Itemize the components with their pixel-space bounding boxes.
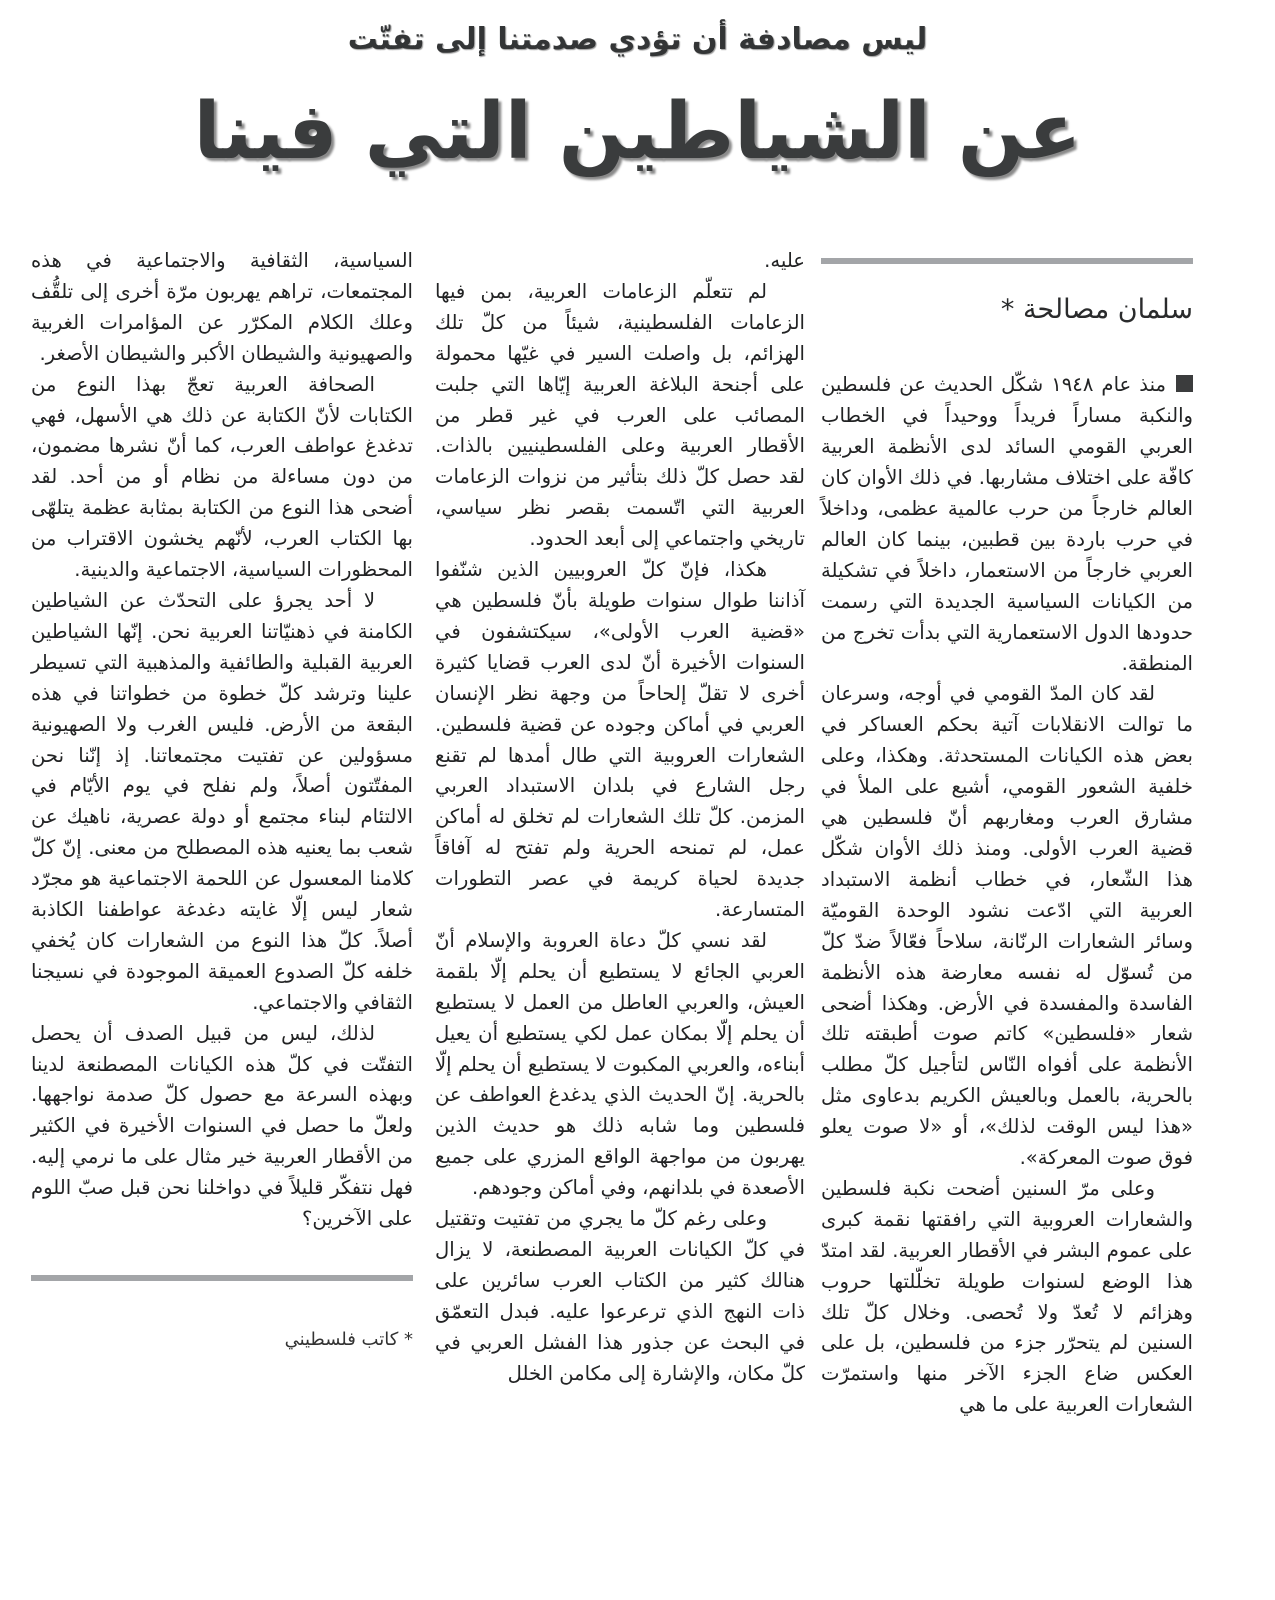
paragraph: هكذا، فإنّ كلّ العروبيين الذين شنّفوا آذاننا طوال سنوات طويلة بأنّ فلسطين هي «قضية العرب الأولى»، سيكتشفون في السنوات الأخيرة أنّ لدى العرب قضايا كثيرة أخرى لا تقلّ إلحاحاً من وجهة نظر الإنسان العربي في أماكن وجوده عن قضية فلسطين. الشعارات العروبية التي طال أمدها لم تقنع رجل الشارع في بلدان الاستبداد العربي المزمن. كلّ تلك الشعارات لم تخلق له أماكن عمل، لم تمنحه الحرية ولم تفتح له آفاقاً جديدة لحياة كريمة في عصر التطورات المتسارعة.: [435, 558, 805, 922]
paragraph: وعلى مرّ السنين أضحت نكبة فلسطين والشعارات العروبية التي رافقتها نقمة كبرى على عموم البشر في الأقطار العربية. لقد امتدّ هذا الوضع لسنوات طويلة تخلّلتها حروب وهزائم لا تُعدّ ولا تُحصى. وخلال كلّ تلك السنين لم يتحرّر جزء من فلسطين، بل على العكس ضاع الجزء الآخر منها واستمرّت الشعارات العربية على ما هي: [821, 1176, 1193, 1417]
paragraph: [821, 370, 1193, 679]
paragraph: عليه.: [764, 249, 805, 272]
article-headline: عن الشياطين التي فينا: [193, 87, 1082, 177]
author-footnote: * كاتب فلسطيني: [284, 1329, 413, 1350]
column-left: [31, 246, 413, 1356]
column-right: [821, 258, 1193, 1421]
paragraph: الصحافة العربية تعجّ بهذا النوع من الكتابات لأنّ الكتابة عن ذلك هي الأسهل، فهي تدغدغ عواطف العرب، كما أنّ نشرها مضمون، من دون مساءلة من نظام أو من أحد. لقد أضحى هذا النوع من الكتابة بمثابة عظمة يتلهّى بها الكتاب العرب، لأنّهم يخشون الاقتراب من المحظورات السياسية، الاجتماعية والدينية.: [31, 372, 413, 582]
paragraph: لقد نسي كلّ دعاة العروبة والإسلام أنّ العربي الجائع لا يستطيع أن يحلم إلّا بلقمة العيش، والعربي العاطل من العمل لا يستطيع أن يحلم إلّا بمكان عمل لكي يستطيع أن يعيل أبناءه، والعربي المكبوت لا يستطيع أن يحلم إلّا بالحرية. إنّ الحديث الذي يدغدغ العواطف عن فلسطين وما شابه ذلك هو حديث الذين يهربون من مواجهة الواقع المزري على جميع الأصعدة في بلدانهم، وفي أماكن وجودهم.: [435, 928, 805, 1200]
paragraph: لم تتعلّم الزعامات العربية، بمن فيها الزعامات الفلسطينية، شيئاً من كلّ تلك الهزائم، بل واصلت السير في غيّها محمولة على أجنحة البلاغة العربية إيّاها التي جلبت المصائب على العرب في غير قطر من الأقطار العربية وعلى الفلسطينيين بالذات. لقد حصل كلّ ذلك بتأثير من نزوات الزعامات العربية التي اتّسمت بقصر نظر سياسي، تاريخي واجتماعي إلى أبعد الحدود.: [435, 279, 805, 551]
paragraph: لا أحد يجرؤ على التحدّث عن الشياطين الكامنة في ذهنيّاتنا العربية نحن. إنّها الشياطين العربية القبلية والطائفية والمذهبية التي تسيطر علينا وترشد كلّ خطوة من خطواتنا في هذه البقعة من الأرض. فليس الغرب ولا الصهيونية مسؤولين عن تفتيت مجتمعاتنا. إذ إنّنا نحن المفتّتون أصلاً، ولم نفلح في يوم الأيّام في الالتئام لبناء مجتمع أو دولة عصرية، ناهيك عن شعب بما يعنيه هذه المصطلح من معنى. إنّ كلّ كلامنا المعسول عن اللحمة الاجتماعية هو مجرّد شعار ليس إلّا غايته دغدغة عواطفنا الكاذبة أصلاً. كلّ هذا النوع من الشعارات كان يُخفي خلفه كلّ الصدوع العميقة الموجودة في نسيجنا الثقافي والاجتماعي.: [31, 588, 413, 1014]
bottom-rule-divider: [31, 1275, 413, 1281]
column-middle: [435, 246, 805, 1390]
author-byline: سلمان مصالحة *: [1000, 294, 1193, 325]
bullet-square-icon: [1176, 375, 1193, 392]
paragraph: وعلى رغم كلّ ما يجري من تفتيت وتقتيل في كلّ الكيانات العربية المصطنعة، لا يزال هنالك كثير من الكتاب العرب سائرين على ذات النهج الذي ترعرعوا عليه. فبدل التعمّق في البحث عن جذور هذا الفشل العربي في كلّ مكان، والإشارة إلى مكامن الخلل: [435, 1207, 805, 1385]
article-kicker: ليس مصادفة أن تؤدي صدمتنا إلى تفتّت: [347, 22, 928, 57]
paragraph: لذلك، ليس من قبيل الصدف أن يحصل التفتّت في كلّ هذه الكيانات المصطنعة لدينا وبهذه السرعة مع حصول كلّ صدمة نواجهها. ولعلّ ما حصل في السنوات الأخيرة في الكثير من الأقطار العربية خير مثال على ما نرمي إليه. فهل نتفكّر قليلاً في دواخلنا نحن قبل صبّ اللوم على الآخرين؟: [31, 1021, 413, 1231]
paragraph: لقد كان المدّ القومي في أوجه، وسرعان ما توالت الانقلابات آتية بحكم العساكر في بعض هذه الكيانات المستحدثة. وهكذا، وعلى خلفية الشعور القومي، أشيع على الملأ في مشارق العرب ومغاربهم أنّ فلسطين هي قضية العرب الأولى. ومنذ ذلك الأوان شكّل هذا الشّعار، في خطاب أنظمة الاستبداد العربية التي ادّعت نشود الوحدة القوميّة وسائر الشعارات الرنّانة، سلاحاً فعّالاً ضدّ كلّ من تُسوّل له نفسه معارضة هذه الأنظمة الفاسدة والمفسدة في الأرض. وهكذا أضحى شعار «فلسطين» كاتم صوت أطبقته تلك الأنظمة على أفواه النّاس لتأجيل كلّ مطلب بالحرية، بالعمل وبالعيش الكريم بدعاوى مثل «هذا ليس الوقت لذلك»، أو «لا صوت يعلو فوق صوت المعركة».: [821, 682, 1193, 1170]
top-rule-divider: [821, 258, 1193, 264]
paragraph-text: منذ عام ١٩٤٨ شكّل الحديث عن فلسطين والنكبة مساراً فريداً ووحيداً في الخطاب العربي القومي السائد لدى الأنظمة العربية كافّة على اختلاف مشاربها. في ذلك الأوان كان العالم خارجاً من حرب عالمية عظمى، وداخلاً في حرب باردة بين قطبين، بينما كان العالم العربي خارجاً من الاستعمار، داخلاً في تشكيلة من الكيانات السياسية الجديدة التي رسمت حدودها الدول الاستعمارية التي بدأت تخرج من المنطقة.: [821, 373, 1193, 675]
paragraph: السياسية، الثقافية والاجتماعية في هذه المجتمعات، تراهم يهربون مرّة أخرى إلى تلقُّف وعلك الكلام المكرّر عن المؤامرات الغربية والصهيونية والشيطان الأكبر والشيطان الأصغر.: [31, 249, 413, 365]
